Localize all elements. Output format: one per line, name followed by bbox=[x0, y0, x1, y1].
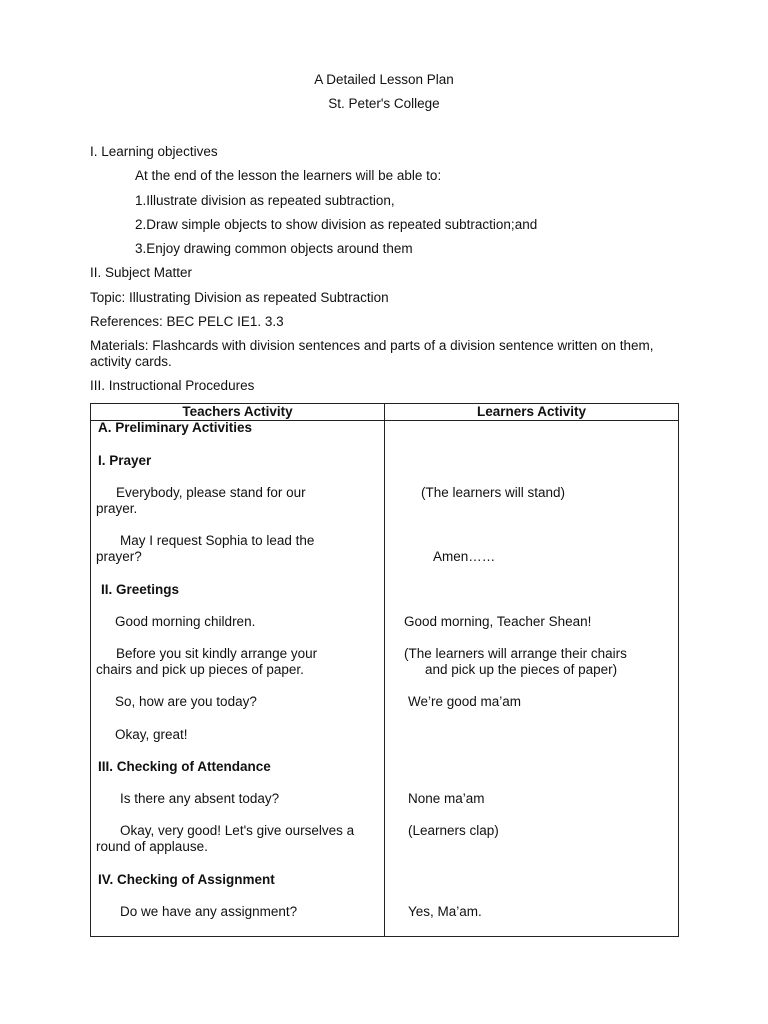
teacher-line: Before you sit kindly arrange your chairs and pick up pieces of paper. bbox=[96, 646, 318, 677]
objective-item: 2.Draw simple objects to show division as repeated subtraction;and bbox=[135, 217, 538, 232]
activities-table bbox=[90, 403, 679, 937]
objective-item: 1.Illustrate division as repeated subtraction, bbox=[135, 193, 395, 208]
learner-line: Amen…… bbox=[433, 549, 496, 564]
objectives-intro: At the end of the lesson the learners will be able to: bbox=[135, 168, 442, 183]
learner-line: (The learners will arrange their chairs bbox=[404, 646, 627, 661]
prayer-heading: I. Prayer bbox=[98, 453, 152, 468]
learner-line: None ma’am bbox=[408, 791, 485, 806]
document-title: A Detailed Lesson Plan bbox=[314, 72, 454, 87]
section-learning-objectives-heading: I. Learning objectives bbox=[90, 144, 218, 159]
attendance-heading: III. Checking of Attendance bbox=[98, 759, 271, 774]
teacher-line: Okay, great! bbox=[115, 727, 188, 742]
school-name: St. Peter's College bbox=[328, 96, 440, 111]
references-line: References: BEC PELC IE1. 3.3 bbox=[90, 314, 284, 329]
learner-line: and pick up the pieces of paper) bbox=[425, 662, 618, 677]
assignment-heading: IV. Checking of Assignment bbox=[98, 872, 275, 887]
greetings-heading: II. Greetings bbox=[101, 582, 180, 597]
learner-line: Good morning, Teacher Shean! bbox=[404, 614, 592, 629]
materials-line: Materials: Flashcards with division sentences and parts of a division sentence written on them, activity cards. bbox=[90, 338, 654, 369]
section-instructional-procedures-heading: III. Instructional Procedures bbox=[90, 378, 255, 393]
teachers-activity-header: Teachers Activity bbox=[182, 404, 293, 419]
learner-line: We’re good ma’am bbox=[408, 694, 522, 709]
objective-item: 3.Enjoy drawing common objects around them bbox=[135, 241, 413, 256]
learner-line: Yes, Ma’am. bbox=[408, 904, 482, 919]
column-divider bbox=[384, 404, 385, 936]
teacher-line: Everybody, please stand for our prayer. bbox=[96, 485, 306, 516]
section-subject-matter-heading: II. Subject Matter bbox=[90, 265, 193, 280]
preliminary-activities-heading: A. Preliminary Activities bbox=[98, 420, 253, 435]
teacher-line: Okay, very good! Let's give ourselves a round of applause. bbox=[96, 823, 355, 854]
teacher-line: Do we have any assignment? bbox=[120, 904, 298, 919]
teacher-line: So, how are you today? bbox=[115, 694, 257, 709]
learners-activity-header: Learners Activity bbox=[476, 404, 587, 419]
teacher-line: May I request Sophia to lead the prayer? bbox=[96, 533, 315, 564]
teacher-line: Is there any absent today? bbox=[120, 791, 280, 806]
topic-line: Topic: Illustrating Division as repeated Subtraction bbox=[90, 290, 389, 305]
learner-line: (The learners will stand) bbox=[421, 485, 566, 500]
teacher-line: Good morning children. bbox=[115, 614, 256, 629]
learner-line: (Learners clap) bbox=[408, 823, 499, 838]
